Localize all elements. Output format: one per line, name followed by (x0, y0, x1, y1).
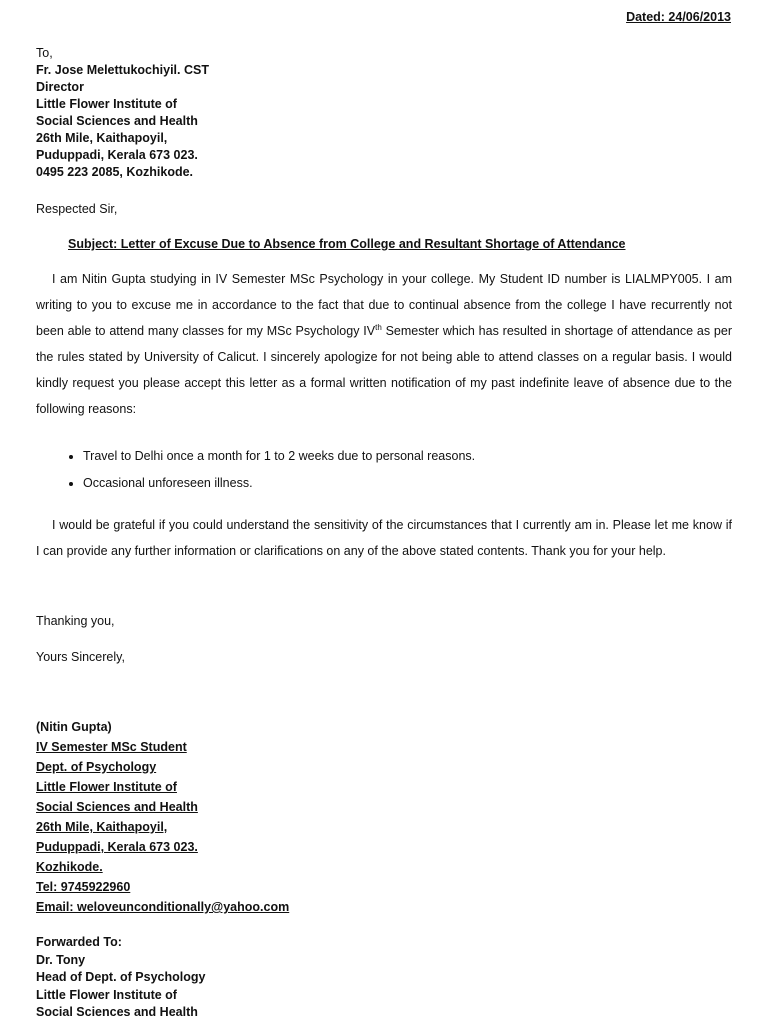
address-line: Social Sciences and Health (36, 114, 198, 128)
body-paragraph-2 (36, 512, 732, 564)
signature-line: Puduppadi, Kerala 673 023. (36, 840, 198, 854)
address-line: 0495 223 2085, Kozhikode. (36, 165, 194, 179)
list-item: • Occasional unforeseen illness. (83, 470, 475, 497)
signature-line: 26th Mile, Kaithapoyil, (36, 820, 168, 834)
body-text: I would be grateful if you could understand the sensitivity of the circumstances that I currently am in. Please let me know if I can provide any further information or clarifications on any of the above stated contents. Thank you for your help. (36, 518, 732, 558)
signature-name: (Nitin Gupta) (36, 720, 112, 734)
body-paragraph-1 (36, 266, 732, 422)
forwarded-line: Forwarded To: (36, 935, 122, 949)
forwarded-line: Dr. Tony (36, 952, 86, 967)
letter-date: Dated: 24/06/2013 (626, 10, 731, 24)
signature-line: Little Flower Institute of (36, 780, 177, 794)
address-line: Fr. Jose Melettukochiyil. CST (36, 63, 209, 77)
address-line: To, (36, 46, 53, 60)
address-line: Puduppadi, Kerala 673 023. (36, 148, 198, 162)
forwarded-line: Social Sciences and Health (36, 1005, 198, 1019)
forwarded-to-block (36, 934, 205, 1022)
signature-block (36, 717, 289, 917)
signature-line: Social Sciences and Health (36, 800, 198, 814)
closing-thanks: Thanking you, (36, 614, 115, 628)
closing-sincerely: Yours Sincerely, (36, 650, 125, 664)
recipient-address (36, 45, 209, 181)
body-text: Semester which has resulted in shortage of attendance as per the rules stated by University of Calicut. I sincerely apologize for not being able to attend classes on a regular basis. I would kindly request you please accept this letter as a formal written notification of my past indefinite leave of absence due to the following reasons: (36, 324, 733, 416)
subject-line: Subject: Letter of Excuse Due to Absence from College and Resultant Shortage of Attendance (68, 237, 626, 251)
superscript: th (375, 322, 382, 332)
salutation: Respected Sir, (36, 202, 118, 216)
address-line: 26th Mile, Kaithapoyil, (36, 131, 168, 145)
address-line: Little Flower Institute of (36, 97, 177, 111)
list-item: • Travel to Delhi once a month for 1 to 2 weeks due to personal reasons. (83, 443, 475, 470)
signature-phone: Tel: 9745922960 (36, 880, 131, 894)
signature-line: Dept. of Psychology (36, 760, 157, 774)
signature-line: Kozhikode. (36, 860, 103, 874)
forwarded-line: Head of Dept. of Psychology (36, 970, 206, 984)
signature-line: IV Semester MSc Student (36, 740, 187, 754)
signature-email: Email: weloveunconditionally@yahoo.com (36, 900, 290, 914)
forwarded-line: Little Flower Institute of (36, 987, 177, 1002)
body-text: I am Nitin Gupta studying in IV Semester MSc Psychology in your college. My Student ID number is LIALMPY005. I am writing to you to excuse me in accordance to the fact that due to continual absence from the college I have recurrently not been able to attend many classes for my MSc Psychology IV (36, 272, 732, 338)
reasons-list (36, 443, 475, 497)
address-line: Director (36, 80, 84, 94)
